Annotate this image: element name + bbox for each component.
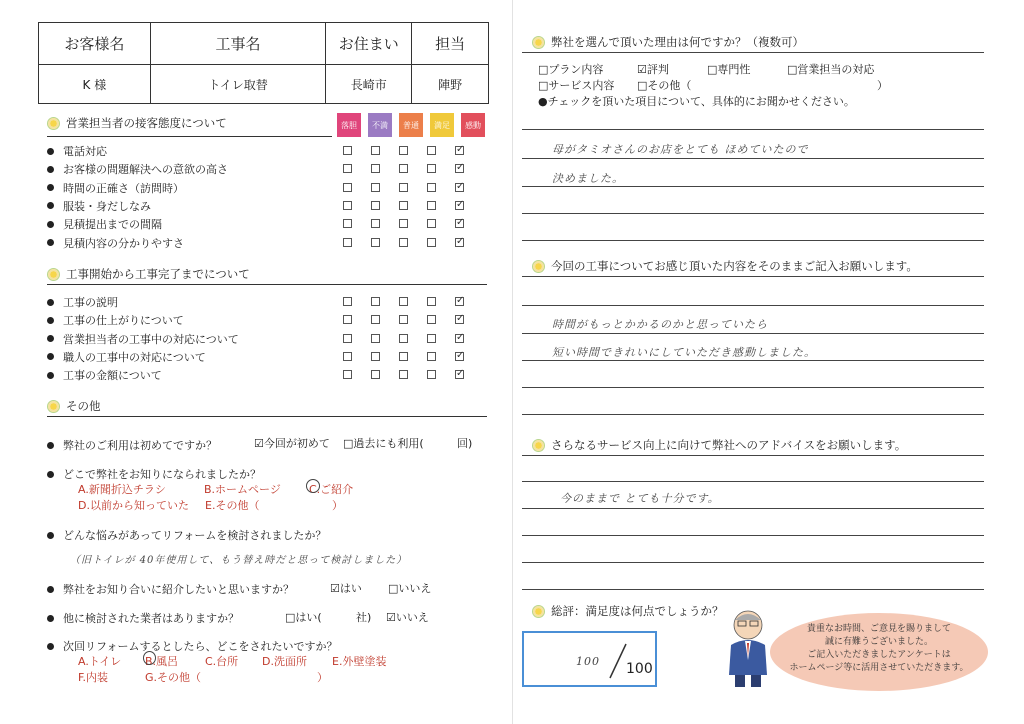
rating-checkbox[interactable] xyxy=(399,352,408,361)
q-first-time-text: 弊社のご利用は初めてですか？ xyxy=(63,439,217,452)
thanks-line: 誠に有難うございました。 xyxy=(824,637,933,647)
q-recommend xyxy=(47,581,294,597)
answer-line xyxy=(522,158,984,159)
flower-icon xyxy=(47,117,60,130)
thanks-line: ホームページ等に活用させていただきます。 xyxy=(789,663,969,673)
opt-first-time-count: 回) xyxy=(457,437,473,450)
bullet-icon xyxy=(47,166,54,173)
rating-item-label: 工事の説明 xyxy=(63,296,118,309)
section3-underline xyxy=(47,416,487,417)
flower-icon xyxy=(47,268,60,281)
rating-checkbox[interactable] xyxy=(343,297,352,306)
rating-checkbox[interactable] xyxy=(371,146,380,155)
right-q3-text: さらなるサービス向上に向けて弊社へのアドバイスをお願いします。 xyxy=(551,438,907,452)
answer-line xyxy=(522,535,984,536)
q-recommend-text: 弊社をお知り合いに紹介したいと思いますか？ xyxy=(63,583,294,596)
right-q2-title xyxy=(532,258,918,274)
rating-checkbox[interactable] xyxy=(343,334,352,343)
bullet-icon xyxy=(47,221,54,228)
rating-item-label: 服装・身だしなみ xyxy=(63,199,151,213)
opt-reputation[interactable]: ☑評判 xyxy=(637,63,669,76)
opt-plan[interactable]: □プラン内容 xyxy=(538,63,604,76)
bullet-icon xyxy=(47,317,54,324)
rating-checkbox[interactable] xyxy=(427,201,436,210)
answer-line xyxy=(522,360,984,361)
staff-illustration xyxy=(723,605,773,690)
address-header: お住まい xyxy=(326,23,412,65)
rating-header: 感動 xyxy=(461,113,485,137)
opt-known-before[interactable]: D.以前から知っていた xyxy=(78,499,189,512)
thanks-message xyxy=(770,613,988,691)
rating-checkbox[interactable] xyxy=(455,370,464,379)
opt-next-other-close: ） xyxy=(317,671,328,684)
work-header: 工事名 xyxy=(150,23,326,65)
bullet-icon xyxy=(47,184,54,191)
opt-toilet[interactable]: A.トイレ xyxy=(78,655,122,668)
bullet-icon xyxy=(47,372,54,379)
reason-answer-line1: 母がタミオさんのお店をとても ほめていたので xyxy=(552,143,809,156)
answer-line xyxy=(522,240,984,241)
section1-title-text: 営業担当者の接客態度について xyxy=(66,116,227,130)
rating-checkbox[interactable] xyxy=(455,352,464,361)
bullet-icon xyxy=(47,442,54,449)
section2-title xyxy=(47,266,250,282)
rating-checkbox[interactable] xyxy=(371,370,380,379)
answer-line xyxy=(522,129,984,130)
address-value: 長崎市 xyxy=(326,65,412,104)
rating-checkbox[interactable] xyxy=(399,146,408,155)
opt-next-other[interactable]: G.その他（ xyxy=(145,671,202,684)
rating-item xyxy=(47,216,162,232)
rating-checkbox[interactable] xyxy=(427,238,436,247)
rating-checkbox[interactable] xyxy=(343,352,352,361)
opt-other-no[interactable]: ☑いいえ xyxy=(386,611,429,624)
rating-checkboxes xyxy=(343,146,464,155)
bullet-icon xyxy=(47,471,54,478)
circle-mark xyxy=(306,479,320,493)
opt-homepage[interactable]: B.ホームページ xyxy=(204,483,281,496)
opt-referral[interactable]: C.ご紹介 xyxy=(309,483,354,496)
rating-checkboxes xyxy=(343,183,464,192)
rating-checkbox[interactable] xyxy=(427,183,436,192)
section3-title xyxy=(47,398,101,414)
rating-checkbox[interactable] xyxy=(427,315,436,324)
right-q1-note: ●チェックを頂いた項目について、具体的にお聞かせください。 xyxy=(538,95,855,108)
rating-checkbox[interactable] xyxy=(371,238,380,247)
rating-checkbox[interactable] xyxy=(427,146,436,155)
q-reason-text: どんな悩みがあってリフォームを検討されましたか？ xyxy=(63,529,327,542)
thanks-line: ご記入いただきましたアンケートは xyxy=(807,650,951,660)
rating-item xyxy=(47,161,228,177)
opt-reason-other-close: ） xyxy=(877,79,888,92)
section2-underline xyxy=(47,284,487,285)
score-written: 100 xyxy=(576,655,600,668)
answer-line xyxy=(522,508,984,509)
right-q2-underline xyxy=(522,276,984,277)
rating-item-label: 工事の金額について xyxy=(63,369,162,383)
opt-sales-response[interactable]: □営業担当の対応 xyxy=(787,63,875,76)
reason-answer: （旧トイレが 40年使用して、もう替え時だと思って検討しました） xyxy=(70,555,408,566)
flower-icon xyxy=(532,439,545,452)
right-q3-title xyxy=(532,437,906,453)
rating-checkbox[interactable] xyxy=(371,183,380,192)
rating-item xyxy=(47,312,184,328)
rating-checkbox[interactable] xyxy=(343,370,352,379)
rating-checkboxes xyxy=(343,315,464,324)
flower-icon xyxy=(47,400,60,413)
opt-service[interactable]: □サービス内容 xyxy=(538,79,615,92)
q-how-found xyxy=(47,466,261,482)
rating-checkbox[interactable] xyxy=(427,352,436,361)
rating-header: 満足 xyxy=(430,113,454,137)
reason-answer-line2: 決めました。 xyxy=(552,172,624,185)
rating-item xyxy=(47,143,107,159)
rating-checkbox[interactable] xyxy=(427,164,436,173)
bullet-icon xyxy=(47,532,54,539)
rating-checkbox[interactable] xyxy=(371,352,380,361)
bullet-icon xyxy=(47,148,54,155)
opt-other-yes[interactable]: □はい( xyxy=(285,611,322,624)
answer-line xyxy=(522,387,984,388)
right-q1-text: 弊社を選んで頂いた理由は何ですか？（複数可） xyxy=(551,35,804,49)
rating-item xyxy=(47,198,151,214)
rating-checkbox[interactable] xyxy=(343,238,352,247)
opt-bath[interactable]: B.風呂 xyxy=(145,655,179,668)
rating-item xyxy=(47,367,162,383)
rating-checkbox[interactable] xyxy=(399,183,408,192)
rating-checkbox[interactable] xyxy=(371,201,380,210)
rating-scale-headers xyxy=(337,113,485,137)
rating-checkbox[interactable] xyxy=(455,201,464,210)
bullet-icon xyxy=(47,643,54,650)
flower-icon xyxy=(532,36,545,49)
rating-item-label: 営業担当者の工事中の対応について xyxy=(63,332,239,346)
section2-title-text: 工事開始から工事完了までについて xyxy=(66,267,250,281)
answer-line xyxy=(522,589,984,590)
rating-checkbox[interactable] xyxy=(427,219,436,228)
answer-line xyxy=(522,481,984,482)
opt-kitchen[interactable]: C.台所 xyxy=(205,655,239,668)
staff-header: 担当 xyxy=(412,23,489,65)
circle-mark xyxy=(143,651,156,665)
opt-other-close: ） xyxy=(332,499,343,512)
rating-checkbox[interactable] xyxy=(399,334,408,343)
impression-answer-line2: 短い時間できれいにしていただき感動しました。 xyxy=(552,346,816,359)
rating-header: 不満 xyxy=(368,113,392,137)
q-first-time xyxy=(47,437,217,453)
rating-header: 落胆 xyxy=(337,113,361,137)
opt-first-time-no[interactable]: □過去にも利用( xyxy=(343,437,424,450)
rating-item-label: 見積提出までの間隔 xyxy=(63,218,162,232)
rating-item xyxy=(47,349,206,365)
rating-header: 普通 xyxy=(399,113,423,137)
rating-checkbox[interactable] xyxy=(455,183,464,192)
rating-checkbox[interactable] xyxy=(399,201,408,210)
customer-header: お客様名 xyxy=(39,23,151,65)
rating-checkbox[interactable] xyxy=(455,146,464,155)
rating-checkbox[interactable] xyxy=(343,219,352,228)
rating-checkbox[interactable] xyxy=(427,297,436,306)
rating-checkbox[interactable] xyxy=(399,238,408,247)
rating-checkboxes xyxy=(343,164,464,173)
rating-checkbox[interactable] xyxy=(455,334,464,343)
q-reason xyxy=(47,527,326,543)
answer-line xyxy=(522,562,984,563)
opt-interior[interactable]: F.内装 xyxy=(78,671,109,684)
q-next-reform xyxy=(47,638,337,654)
opt-first-time-yes[interactable]: ☑今回が初めて xyxy=(254,437,330,450)
opt-reason-other[interactable]: □その他（ xyxy=(637,79,692,92)
rating-item-label: 職人の工事中の対応について xyxy=(63,350,206,364)
bullet-icon xyxy=(47,615,54,622)
bullet-icon xyxy=(47,202,54,209)
customer-info-table xyxy=(38,22,489,104)
answer-line xyxy=(522,186,984,187)
rating-checkbox[interactable] xyxy=(371,334,380,343)
opt-other[interactable]: E.その他（ xyxy=(205,499,260,512)
rating-checkbox[interactable] xyxy=(343,146,352,155)
answer-line xyxy=(522,213,984,214)
section1-title xyxy=(47,115,227,131)
rating-checkbox[interactable] xyxy=(371,297,380,306)
impression-answer-line1: 時間がもっとかかるのかと思っていたら xyxy=(552,318,768,331)
rating-checkbox[interactable] xyxy=(399,370,408,379)
fold-line xyxy=(512,0,513,724)
rating-checkboxes xyxy=(343,370,464,379)
right-q3-underline xyxy=(522,455,984,456)
q-how-found-text: どこで弊社をお知りになられましたか？ xyxy=(63,468,261,481)
rating-checkbox[interactable] xyxy=(343,201,352,210)
rating-item-label: 見積内容の分かりやすさ xyxy=(63,236,184,250)
rating-checkboxes xyxy=(343,297,464,306)
rating-item-label: 工事の仕上がりについて xyxy=(63,314,184,328)
rating-checkbox[interactable] xyxy=(343,315,352,324)
opt-expertise[interactable]: □専門性 xyxy=(707,63,751,76)
q-other-contractors xyxy=(47,610,239,626)
opt-recommend-no[interactable]: □いいえ xyxy=(388,582,432,595)
rating-checkboxes xyxy=(343,201,464,210)
rating-checkbox[interactable] xyxy=(427,334,436,343)
rating-checkbox[interactable] xyxy=(399,219,408,228)
rating-checkboxes xyxy=(343,334,464,343)
rating-checkbox[interactable] xyxy=(371,164,380,173)
rating-checkbox[interactable] xyxy=(343,164,352,173)
customer-name: K 様 xyxy=(39,65,151,104)
bullet-icon xyxy=(47,239,54,246)
right-q2-text: 今回の工事についてお感じ頂いた内容をそのままご記入お願いします。 xyxy=(551,259,918,273)
rating-checkboxes xyxy=(343,352,464,361)
opt-flyer[interactable]: A.新聞折込チラシ xyxy=(78,483,166,496)
rating-checkbox[interactable] xyxy=(399,164,408,173)
q-other-contractors-text: 他に検討された業者はありますか？ xyxy=(63,612,239,625)
rating-item xyxy=(47,180,184,196)
right-q1-underline xyxy=(522,52,984,53)
rating-item xyxy=(47,294,118,310)
rating-item-label: 時間の正確さ（訪問時） xyxy=(63,181,184,195)
rating-item xyxy=(47,331,239,347)
answer-line xyxy=(522,333,984,334)
section3-title-text: その他 xyxy=(66,399,101,413)
bullet-icon xyxy=(47,299,54,306)
rating-checkbox[interactable] xyxy=(455,238,464,247)
rating-checkbox[interactable] xyxy=(399,297,408,306)
answer-line xyxy=(522,414,984,415)
bullet-icon xyxy=(47,353,54,360)
rating-checkboxes xyxy=(343,238,464,247)
thanks-line: 貴重なお時間、ご意見を賜りまして xyxy=(806,624,951,634)
rating-checkbox[interactable] xyxy=(455,164,464,173)
rating-checkboxes xyxy=(343,219,464,228)
rating-checkbox[interactable] xyxy=(455,297,464,306)
right-q4-title xyxy=(532,603,724,619)
rating-checkbox[interactable] xyxy=(343,183,352,192)
opt-washroom[interactable]: D.洗面所 xyxy=(262,655,307,668)
rating-item xyxy=(47,235,184,251)
score-max: 100 xyxy=(626,661,653,677)
flower-icon xyxy=(532,605,545,618)
advice-answer: 今のままで とても十分です。 xyxy=(560,492,720,505)
score-box[interactable] xyxy=(522,631,657,687)
right-q1-title xyxy=(532,34,804,50)
rating-checkbox[interactable] xyxy=(371,219,380,228)
answer-line xyxy=(522,305,984,306)
opt-exterior[interactable]: E.外壁塗装 xyxy=(332,655,387,668)
work-name: トイレ取替 xyxy=(150,65,326,104)
q-next-reform-text: 次回リフォームするとしたら、どこをされたいですか？ xyxy=(63,640,338,653)
bullet-icon xyxy=(47,586,54,593)
flower-icon xyxy=(532,260,545,273)
rating-item-label: お客様の問題解決への意欲の高さ xyxy=(63,163,228,177)
rating-checkbox[interactable] xyxy=(399,315,408,324)
rating-checkbox[interactable] xyxy=(427,370,436,379)
opt-other-count: 社) xyxy=(356,611,372,624)
rating-checkbox[interactable] xyxy=(371,315,380,324)
staff-name: 陣野 xyxy=(412,65,489,104)
section1-underline xyxy=(47,136,332,137)
rating-checkbox[interactable] xyxy=(455,219,464,228)
rating-item-label: 電話対応 xyxy=(63,145,107,158)
opt-recommend-yes[interactable]: ☑はい xyxy=(330,582,362,595)
rating-checkbox[interactable] xyxy=(455,315,464,324)
right-q4-text: 総評：満足度は何点でしょうか？ xyxy=(551,604,724,618)
bullet-icon xyxy=(47,335,54,342)
